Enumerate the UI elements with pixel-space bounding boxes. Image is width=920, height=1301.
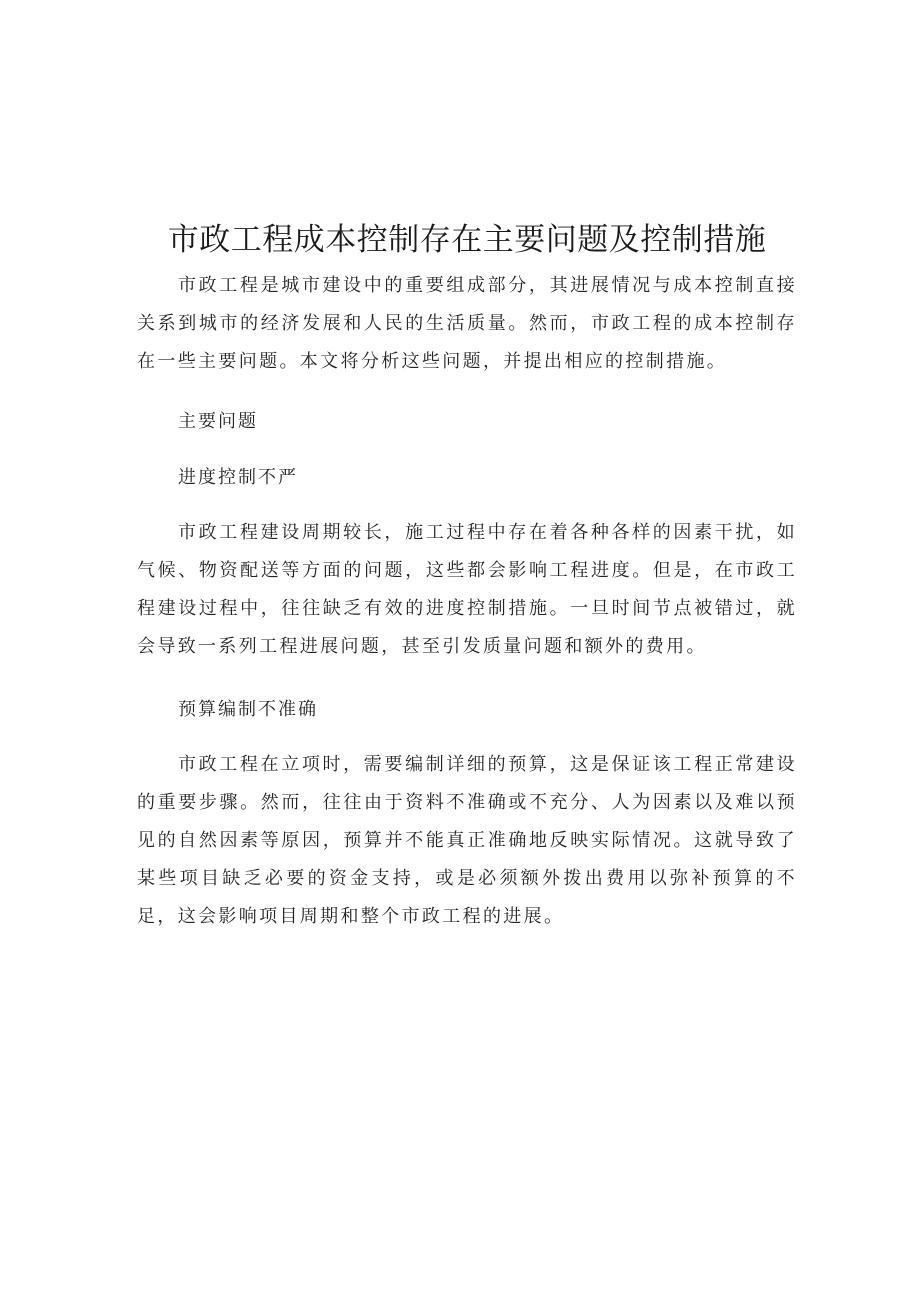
budget-accuracy-paragraph: 市政工程在立项时，需要编制详细的预算，这是保证该工程正常建设的重要步骤。然而，往往由于资料不准确或不充分、人为因素以及难以预见的自然因素等原因，预算并不能真正准确地反映实际情况。这就导致了某些项目缺乏必要的资金支持，或是必须额外拨出费用以弥补预算的不足，这会影响项目周期和整个市政工程的进展。 — [137, 754, 797, 927]
section-heading-main-problems: 主要问题 — [178, 411, 258, 432]
schedule-control-paragraph: 市政工程建设周期较长，施工过程中存在着各种各样的因素干扰，如气候、物资配送等方面的问题，这些都会影响工程进度。但是，在市政工程建设过程中，往往缺乏有效的进度控制措施。一旦时间节点被错过，就会导致一系列工程进展问题，甚至引发质量问题和额外的费用。 — [137, 522, 797, 657]
document-title: 市政工程成本控制存在主要问题及控制措施 — [167, 222, 767, 258]
subsection-heading-budget-accuracy: 预算编制不准确 — [178, 699, 318, 720]
intro-paragraph: 市政工程是城市建设中的重要组成部分，其进展情况与成本控制直接关系到城市的经济发展和人民的生活质量。然而，市政工程的成本控制存在一些主要问题。本文将分析这些问题，并提出相应的控制措施。 — [137, 275, 797, 372]
subsection-heading-schedule-control: 进度控制不严 — [178, 467, 298, 488]
